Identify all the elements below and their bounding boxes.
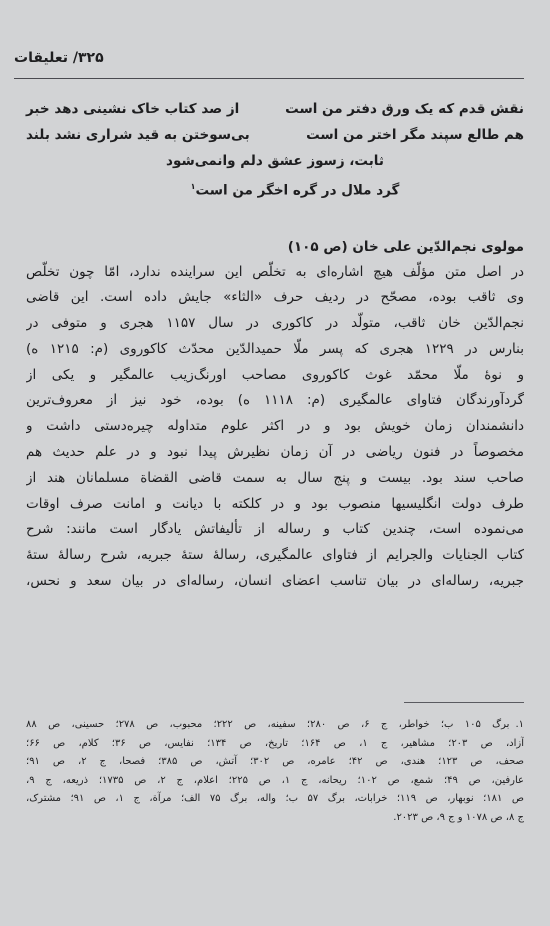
paragraph-line: بنارس در ۱۲۲۹ هجری که پسر ملّا حمیدالدّین محدّث کاکوروی (م: ۱۲۱۵ ه)	[26, 340, 524, 357]
footnote-number: ۱.	[515, 719, 524, 730]
paragraph-line: گردآورندگان فتاوای عالمگیری (م: ۱۱۱۸ ه) بوده، خود نیز از معروف‌ترین	[26, 392, 524, 409]
poem-line-4-text: گرد ملال در گره اخگر من است	[195, 182, 400, 199]
poem-hemistich: نقش قدم که یک ورق دفتر من است	[285, 101, 524, 117]
paragraph-line: صاحب سند بود. بیست و پنج سال به سمت قاضی القضاة مسلمانان هند از	[26, 469, 524, 486]
footnote	[26, 716, 524, 827]
paragraph-line: نجم‌الدّین خان ثاقب، متولّد در کاکوری در سال ۱۱۵۷ هجری و متوفی در	[26, 315, 524, 332]
running-head: ۳۲۵/ تعلیقات	[14, 50, 104, 66]
poem-couplet-1	[26, 96, 524, 122]
footnote-line: ج ۸، ص ۱۰۷۸ و ج ۹، ص ۲۰۲۳.	[393, 811, 524, 823]
poem-line-4	[26, 174, 524, 204]
footnote-line: ص ۱۸۱؛ نوبهار، ص ۱۱۹؛ خرابات، برگ ۵۷ ب؛ واله، برگ ۷۵ الف؛ مرآة، ج ۱، ص ۹۱؛ مشترک،	[26, 793, 524, 804]
poem-hemistich: از صد کتاب خاک نشینی دهد خبر	[26, 101, 240, 117]
paragraph-line: جبریه، رساله‌ای در بیان تناسب اعضای انسان، رساله‌ای در بیان سعد و نحس،	[26, 573, 524, 590]
paragraph-line: دانشمندان زمان خویش بود و در اکثر علوم متداوله چیره‌دستی داشت و	[26, 418, 524, 435]
paragraph-line: و نوهٔ ملّا محمّد غوث کاکوروی مصاحب اورنگ‌زیب عالمگیر و یکی از	[26, 366, 524, 383]
footnote-marker: ۱	[190, 182, 196, 191]
footnote-line: عارفین، ص ۴۹؛ شمع، ص ۱۰۲؛ ریحانه، ج ۱، ص ۲۲۵؛ اعلام، ج ۲، ص ۱۷۳۵؛ ذریعه، ج ۹،	[26, 774, 524, 786]
paragraph-line: در اصل متن مؤلّف هیچ اشاره‌ای به تخلّص این سراینده ندارد، امّا چون تخلّص	[26, 263, 524, 280]
footnote-rule	[404, 702, 524, 703]
poem-couplet-2	[26, 122, 524, 148]
poem-line-3: ثابت، زسوز عشق دلم وانمی‌شود	[166, 153, 384, 169]
poem-hemistich: هم طالع سپند مگر اختر من است	[306, 127, 524, 143]
footnote-line-text: برگ ۱۰۵ ب؛ خواطر، ج ۶، ص ۲۸۰؛ سفینه، ص ۲۲۲؛ محبوب، ص ۲۷۸؛ حسینی، ص ۸۸	[26, 719, 510, 730]
poem	[26, 96, 524, 204]
section-paragraph	[26, 260, 524, 595]
paragraph-line: وی ثاقب بوده، مصحّح در ردیف حرف «الثاء» جایش داده است. این قاضی	[26, 289, 524, 306]
body-text	[26, 96, 524, 595]
page-header	[14, 48, 524, 79]
footnote-line: صحف، ص ۱۲۳؛ هندی، ص ۴۲؛ عامره، ص ۳۰۲؛ آتش، ص ۳۸۵؛ فصحا، ج ۲، ص ۹۱؛	[26, 756, 524, 767]
paragraph-line: مخصوصاً در فنون ریاضی در آن زمان نظیرش پیدا نبود و در علم حدیث هم	[26, 444, 524, 461]
footnote-line	[26, 716, 524, 735]
section-heading: مولوی نجم‌الدّین علی خان (ص ۱۰۵)	[287, 238, 524, 255]
paragraph-line: می‌نموده است، چندین کتاب و رساله از تألیفاتش یادگار است مانند: شرح	[26, 521, 524, 538]
poem-hemistich: بی‌سوختن به قید شرارى نشد بلند	[26, 127, 250, 143]
footnote-line: آزاد، ص ۲۰۳؛ مشاهیر، ج ۱، ص ۱۶۴؛ تاریخ، ص ۱۳۴؛ نفایس، ص ۳۶؛ کلام، ص ۶۶؛	[26, 737, 524, 749]
paragraph-line: کتاب الجنایات والجرایم از فتاوای عالمگیری، رسالهٔ ستهٔ جبریه، شرح رسالهٔ ستهٔ	[26, 547, 524, 564]
paragraph-line: طرف دولت انگلیسیها منصوب بود و در کلکته با دیانت و امانت صرف اوقات	[26, 495, 524, 512]
